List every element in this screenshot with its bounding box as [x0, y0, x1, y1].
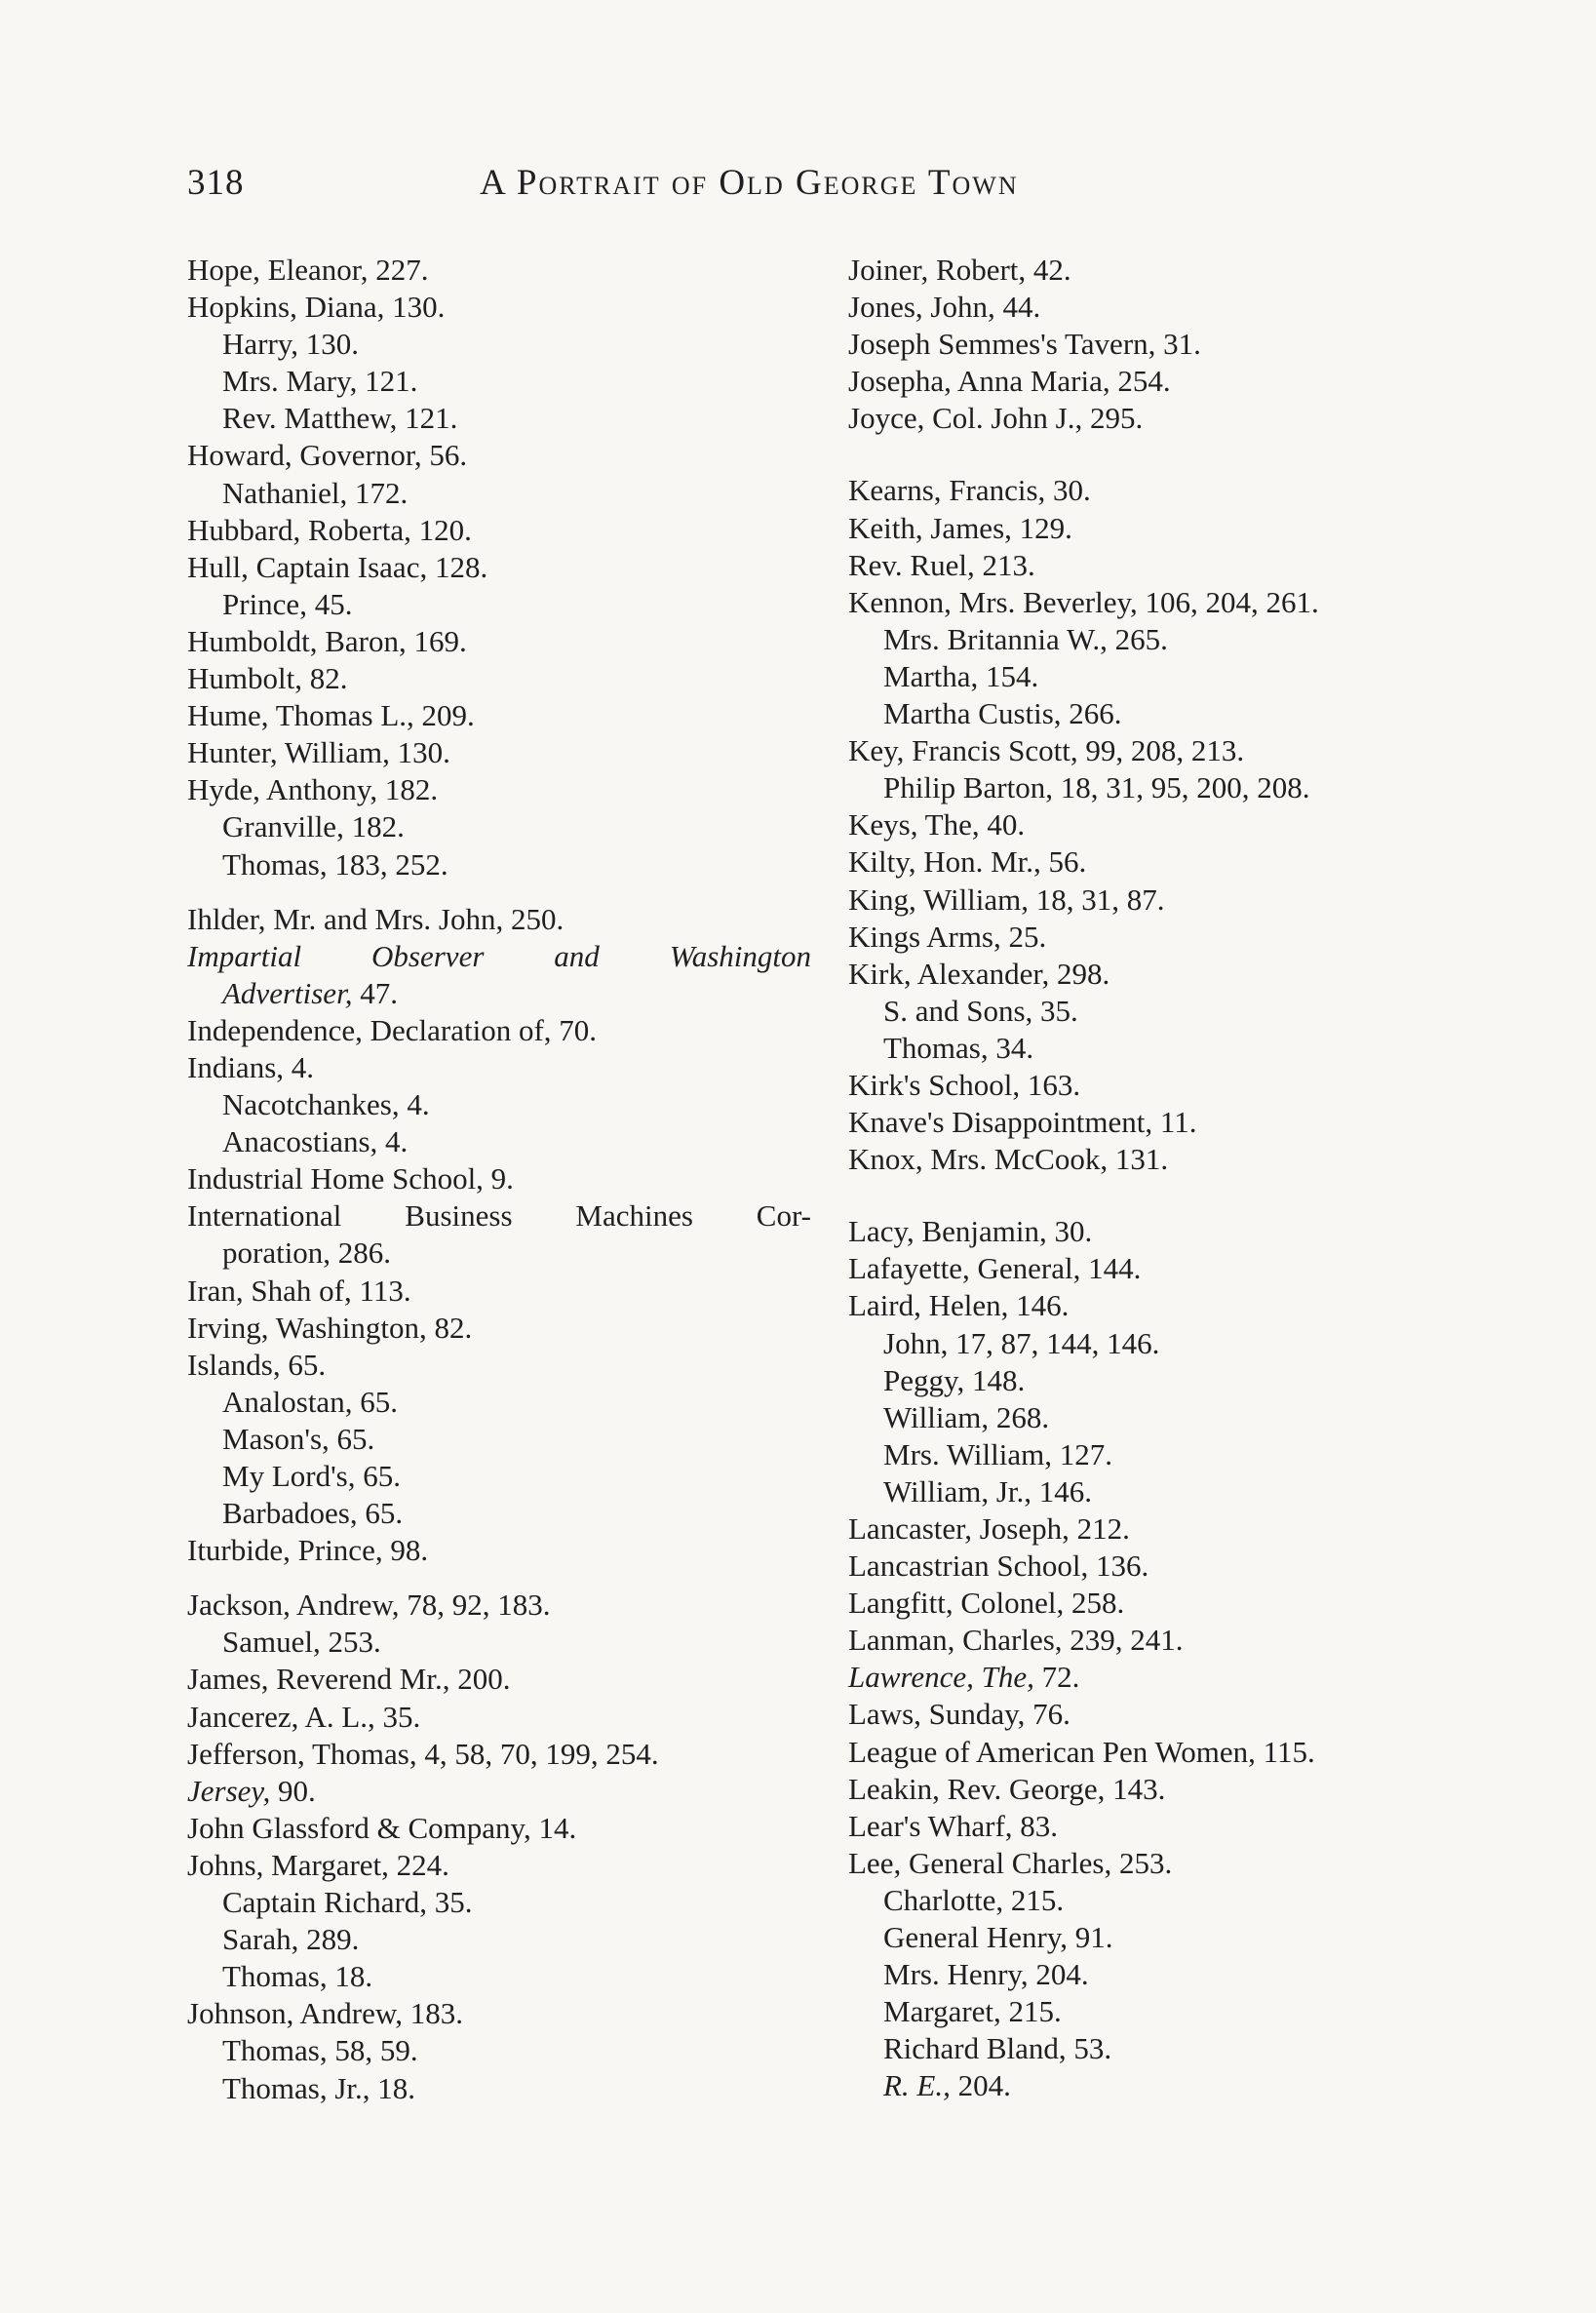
- index-entry: King, William, 18, 31, 87.: [848, 882, 1165, 917]
- page-number: 318: [187, 163, 245, 203]
- index-column-left: [187, 252, 811, 2107]
- index-subentry: Margaret, 215.: [883, 1994, 1062, 2029]
- index-entry: Hunter, William, 130.: [187, 735, 450, 770]
- index-entry: Knox, Mrs. McCook, 131.: [848, 1142, 1169, 1177]
- index-subentry: Philip Barton, 18, 31, 95, 200, 208.: [883, 770, 1310, 805]
- index-entry: Kirk's School, 163.: [848, 1067, 1081, 1102]
- index-entry: Key, Francis Scott, 99, 208, 213.: [848, 733, 1245, 768]
- index-entry: Industrial Home School, 9.: [187, 1161, 514, 1196]
- index-entry: Lafayette, General, 144.: [848, 1251, 1142, 1286]
- index-entry: Howard, Governor, 56.: [187, 438, 468, 473]
- page-ref: 47.: [352, 975, 398, 1010]
- index-subentry: Thomas, 34.: [883, 1030, 1034, 1065]
- index-subentry: Martha, 154.: [883, 658, 1039, 693]
- index-subentry: William, Jr., 146.: [883, 1473, 1093, 1509]
- index-entry: Laird, Helen, 146.: [848, 1288, 1070, 1323]
- newspaper-title: Advertiser,: [222, 975, 353, 1010]
- index-subentry: Thomas, Jr., 18.: [222, 2070, 416, 2105]
- index-entry: Hull, Captain Isaac, 128.: [187, 549, 488, 584]
- index-entry: Independence, Declaration of, 70.: [187, 1012, 598, 1047]
- index-subentry: Nathaniel, 172.: [222, 475, 409, 510]
- index-subentry: William, 268.: [883, 1399, 1050, 1434]
- index-subentry: Prince, 45.: [222, 586, 353, 621]
- index-entry: Lancastrian School, 136.: [848, 1549, 1149, 1584]
- section-gap: [848, 1178, 1492, 1213]
- index-entry: Lacy, Benjamin, 30.: [848, 1214, 1093, 1249]
- index-entry: James, Reverend Mr., 200.: [187, 1662, 511, 1697]
- index-entry: Humbolt, 82.: [187, 661, 348, 696]
- index-entry: [848, 1659, 1492, 1696]
- index-subentry: Barbadoes, 65.: [222, 1496, 404, 1531]
- index-subentry: Thomas, 58, 59.: [222, 2033, 418, 2068]
- index-entry: Josepha, Anna Maria, 254.: [848, 364, 1171, 399]
- index-entry: Jancerez, A. L., 35.: [187, 1699, 421, 1734]
- index-entry: Jones, John, 44.: [848, 290, 1041, 325]
- running-title: A Portrait of Old George Town: [480, 163, 1019, 203]
- index-entry: Kirk, Alexander, 298.: [848, 956, 1110, 991]
- index-subentry: [848, 2067, 1492, 2104]
- index-subentry: Mrs. Henry, 204.: [883, 1957, 1089, 1992]
- index-subentry: Mrs. William, 127.: [883, 1436, 1112, 1471]
- index-subentry: Charlotte, 215.: [883, 1882, 1065, 1917]
- ship-name: Jersey,: [187, 1773, 271, 1808]
- index-subentry: Mason's, 65.: [222, 1421, 375, 1456]
- index-entry: Kings Arms, 25.: [848, 919, 1047, 954]
- index-entry: Kearns, Francis, 30.: [848, 473, 1091, 508]
- index-entry: Islands, 65.: [187, 1347, 327, 1382]
- index-entry: Kennon, Mrs. Beverley, 106, 204, 261.: [848, 584, 1319, 619]
- index-entry: Hyde, Anthony, 182.: [187, 772, 439, 807]
- index-subentry: Peggy, 148.: [883, 1362, 1026, 1397]
- index-subentry: General Henry, 91.: [883, 1920, 1113, 1955]
- index-entry: [187, 1773, 811, 1810]
- index-entry: Lear's Wharf, 83.: [848, 1808, 1059, 1843]
- index-entry: Jefferson, Thomas, 4, 58, 70, 199, 254.: [187, 1736, 659, 1771]
- index-entry: Hume, Thomas L., 209.: [187, 698, 475, 733]
- index-entry: Irving, Washington, 82.: [187, 1310, 473, 1345]
- page-ref: 72.: [1033, 1660, 1080, 1695]
- index-subentry: Nacotchankes, 4.: [222, 1087, 430, 1122]
- index-subentry: Mrs. Britannia W., 265.: [883, 621, 1168, 656]
- index-entry: Laws, Sunday, 76.: [848, 1697, 1070, 1732]
- index-entry: Lee, General Charles, 253.: [848, 1845, 1173, 1880]
- index-subentry: Analostan, 65.: [222, 1384, 398, 1419]
- index-entry: Joyce, Col. John J., 295.: [848, 401, 1144, 436]
- index-subentry: John, 17, 87, 144, 146.: [883, 1325, 1160, 1360]
- index-entry: Hubbard, Roberta, 120.: [187, 512, 472, 547]
- index-subentry: Thomas, 183, 252.: [222, 846, 448, 882]
- index-entry: Rev. Ruel, 213.: [848, 547, 1035, 582]
- index-entry: Knave's Disappointment, 11.: [848, 1105, 1197, 1140]
- index-entry: Kilty, Hon. Mr., 56.: [848, 844, 1087, 880]
- index-entry: Jackson, Andrew, 78, 92, 183.: [187, 1588, 551, 1623]
- index-subentry: Mrs. Mary, 121.: [222, 364, 418, 399]
- index-entry: Leakin, Rev. George, 143.: [848, 1771, 1166, 1806]
- index-entry: Johnson, Andrew, 183.: [187, 1996, 464, 2031]
- section-gap: [187, 1569, 811, 1587]
- index-entry: Keith, James, 129.: [848, 510, 1072, 545]
- section-gap: [187, 883, 811, 901]
- section-gap: [848, 437, 1492, 472]
- index-entry-continuation: [187, 975, 811, 1012]
- index-subentry: Sarah, 289.: [222, 1922, 360, 1957]
- index-subentry: Harry, 130.: [222, 327, 360, 362]
- index-entry: Indians, 4.: [187, 1049, 315, 1084]
- index-entry: Joseph Semmes's Tavern, 31.: [848, 327, 1201, 362]
- index-entry: Keys, The, 40.: [848, 807, 1026, 843]
- index-entry: Hopkins, Diana, 130.: [187, 290, 446, 325]
- index-column-right: [848, 252, 1492, 2105]
- index-entry: Lancaster, Joseph, 212.: [848, 1511, 1130, 1546]
- index-subentry: Richard Bland, 53.: [883, 2031, 1112, 2066]
- index-subentry: S. and Sons, 35.: [883, 993, 1078, 1028]
- index-entry: League of American Pen Women, 115.: [848, 1734, 1315, 1769]
- index-entry: Iran, Shah of, 113.: [187, 1273, 411, 1308]
- index-entry-continuation: poration, 286.: [222, 1235, 392, 1271]
- page-ref: 90.: [270, 1773, 316, 1808]
- index-subentry: Captain Richard, 35.: [222, 1885, 473, 1920]
- page-ref: 204.: [950, 2068, 1011, 2103]
- index-entry: Lanman, Charles, 239, 241.: [848, 1623, 1184, 1658]
- index-entry: Hope, Eleanor, 227.: [187, 253, 429, 287]
- index-entry: Humboldt, Baron, 169.: [187, 623, 467, 658]
- index-subentry: Thomas, 18.: [222, 1959, 373, 1994]
- index-entry: Iturbide, Prince, 98.: [187, 1533, 429, 1568]
- ship-name: Lawrence, The,: [848, 1660, 1034, 1695]
- index-subentry: Martha Custis, 266.: [883, 696, 1122, 731]
- index-subentry: Granville, 182.: [222, 809, 405, 844]
- index-entry: International Business Machines Cor-: [187, 1198, 811, 1234]
- index-subentry: My Lord's, 65.: [222, 1459, 401, 1493]
- index-entry: Langfitt, Colonel, 258.: [848, 1586, 1125, 1621]
- name-italic: R. E.,: [883, 2068, 951, 2103]
- index-subentry: Anacostians, 4.: [222, 1124, 409, 1159]
- index-entry: John Glassford & Company, 14.: [187, 1810, 577, 1845]
- index-entry: Joiner, Robert, 42.: [848, 253, 1071, 287]
- index-entry-italic: Impartial Observer and Washington: [187, 938, 811, 973]
- index-subentry: Samuel, 253.: [222, 1625, 381, 1660]
- index-entry: Ihlder, Mr. and Mrs. John, 250.: [187, 901, 564, 936]
- index-subentry: Rev. Matthew, 121.: [222, 401, 458, 436]
- index-entry: Johns, Margaret, 224.: [187, 1847, 449, 1882]
